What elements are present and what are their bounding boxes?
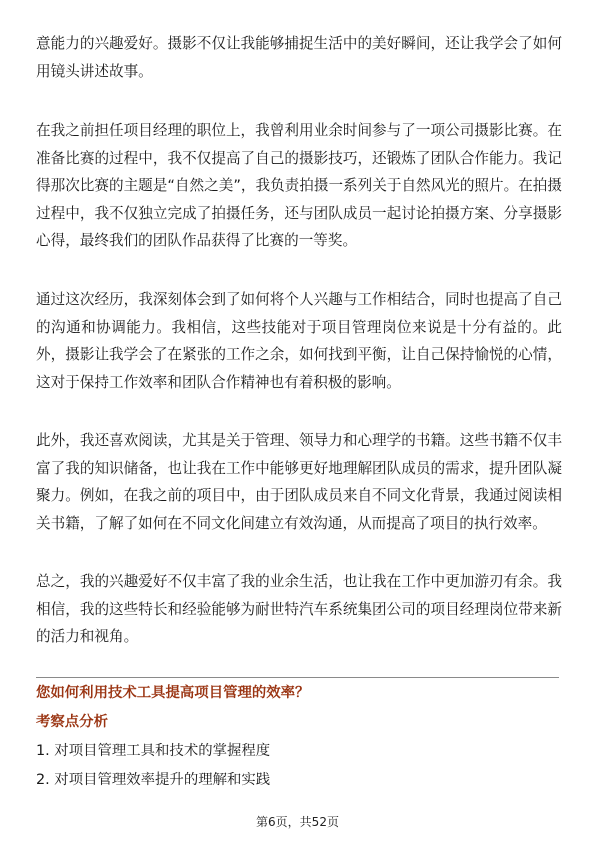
paragraph-conclusion: 总之，我的兴趣爱好不仅丰富了我的业余生活，也让我在工作中更加游刃有余。我相信，我的这些特长和经验能够为耐世特汽车系统集团公司的项目经理岗位带来新的活力和视角。 <box>36 573 562 646</box>
page-number-footer: 第6页，共52页 <box>256 815 339 829</box>
paragraph-reading-hobby: 此外，我还喜欢阅读，尤其是关于管理、领导力和心理学的书籍。这些书籍不仅丰富了我的知识储备，也让我在工作中能够更好地理解团队成员的需求，提升团队凝聚力。例如，在我之前的项目中，由于团队成员来自不同文化背景，我通过阅读相关书籍，了解了如何在不同文化间建立有效沟通，从而提高了项目的执行效率。 <box>36 432 562 532</box>
analysis-label: 考察点分析 <box>36 714 108 730</box>
paragraph-experience-reflection: 通过这次经历，我深刻体会到了如何将个人兴趣与工作相结合，同时也提高了自己的沟通和协调能力。我相信，这些技能对于项目管理岗位来说是十分有益的。此外，摄影让我学会了在紧张的工作之余，如何找到平衡，让自己保持愉悦的心情，这对于保持工作效率和团队合作精神也有着积极的影响。 <box>36 291 562 391</box>
analysis-point: 1. 对项目管理工具和技术的掌握程度 <box>36 743 271 759</box>
question-heading: 您如何利用技术工具提高项目管理的效率？ <box>36 685 310 701</box>
paragraph-hobby-intro: 意能力的兴趣爱好。摄影不仅让我能够捕捉生活中的美好瞬间，还让我学会了如何用镜头讲述故事。 <box>36 35 562 80</box>
section-divider <box>36 677 559 678</box>
analysis-point: 2. 对项目管理效率提升的理解和实践 <box>36 772 271 788</box>
paragraph-photo-contest: 在我之前担任项目经理的职位上，我曾利用业余时间参与了一项公司摄影比赛。在准备比赛的过程中，我不仅提高了自己的摄影技巧，还锻炼了团队合作能力。我记得那次比赛的主题是“自然之美”，我负责拍摄一系列关于自然风光的照片。在拍摄过程中，我不仅独立完成了拍摄任务，还与团队成员一起讨论拍摄方案、分享摄影心得，最终我们的团队作品获得了比赛的一等奖。 <box>36 122 562 250</box>
